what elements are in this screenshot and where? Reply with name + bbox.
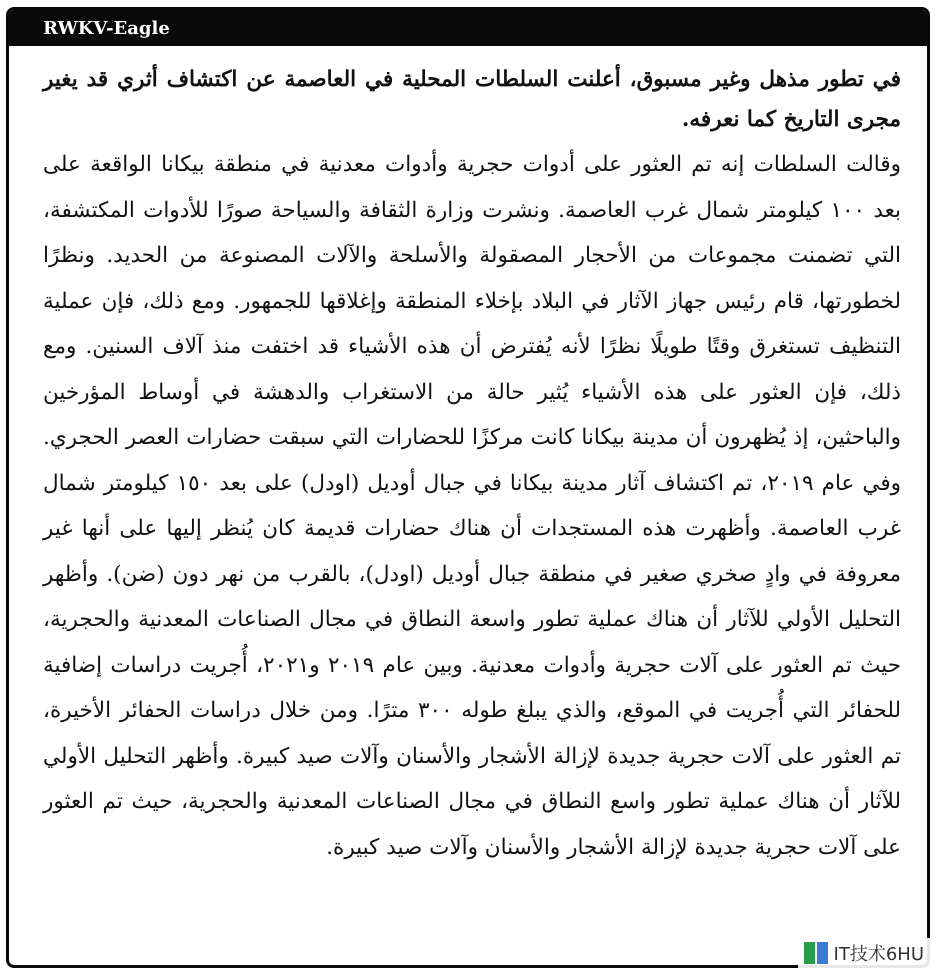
title-bar [9, 10, 927, 46]
logo-bar-blue [817, 942, 828, 964]
window-title: RWKV-Eagle [43, 17, 170, 39]
article-lead: في تطور مذهل وغير مسبوق، أعلنت السلطات المحلية في العاصمة عن اكتشاف أثري قد يغير مجرى التاريخ كما نعرفه. [43, 67, 902, 132]
watermark [798, 938, 930, 968]
logo-bar-green [804, 942, 815, 964]
article-content [9, 46, 927, 870]
watermark-text: IT技术6HU [833, 944, 924, 965]
message-card [6, 7, 930, 968]
article-body: وقالت السلطات إنه تم العثور على أدوات حجرية وأدوات معدنية في منطقة بيكانا الواقعة على بعد ١٠٠ كيلومتر شمال غرب العاصمة. ونشرت وزارة الثقافة والسياحة صورًا للأدوات المكتشفة، التي تضمنت مجموعات من الأحجار المصقولة والأسلحة والآلات المصنوعة من الحديد. ونظرًا لخطورتها، قام رئيس جهاز الآثار في البلاد بإخلاء المنطقة وإغلاقها للجمهور. ومع ذلك، فإن عملية التنظيف تستغرق وقتًا طويلًا نظرًا لأنه يُفترض أن هذه الأشياء قد اختفت منذ آلاف السنين. ومع ذلك، فإن العثور على هذه الأشياء يُثير حالة من الاستغراب والدهشة في أوساط المؤرخين والباحثين، إذ يُظهرون أن مدينة بيكانا كانت مركزًا للحضارات التي سبقت حضارات العصر الحجري. وفي عام ٢٠١٩، تم اكتشاف آثار مدينة بيكانا في جبال أوديل (اودل) على بعد ١٥٠ كيلومتر شمال غرب العاصمة. وأظهرت هذه المستجدات أن هناك حضارات قديمة كان يُنظر إليها على أنها غير معروفة في وادٍ صخري صغير في منطقة جبال أوديل (اودل)، بالقرب من نهر دون (ضن). وأظهر التحليل الأولي للآثار أن هناك عملية تطور واسعة النطاق في مجال الصناعات المعدنية والحجرية، حيث تم العثور على آلات حجرية وأدوات معدنية. وبين عام ٢٠١٩ و٢٠٢١، أُجريت دراسات إضافية للحفائر التي أُجريت في الموقع، والذي يبلغ طوله ٣٠٠ مترًا. ومن خلال دراسات الحفائر الأخيرة، تم العثور على آلات حجرية جديدة لإزالة الأشجار والأسنان وآلات صيد كبيرة. وأظهر التحليل الأولي للآثار أن هناك عملية تطور واسع النطاق في مجال الصناعات المعدنية والحجرية، حيث تم العثور على آلات حجرية جديدة لإزالة الأشجار والأسنان وآلات صيد كبيرة. [43, 152, 901, 860]
watermark-logo-icon [804, 942, 828, 964]
